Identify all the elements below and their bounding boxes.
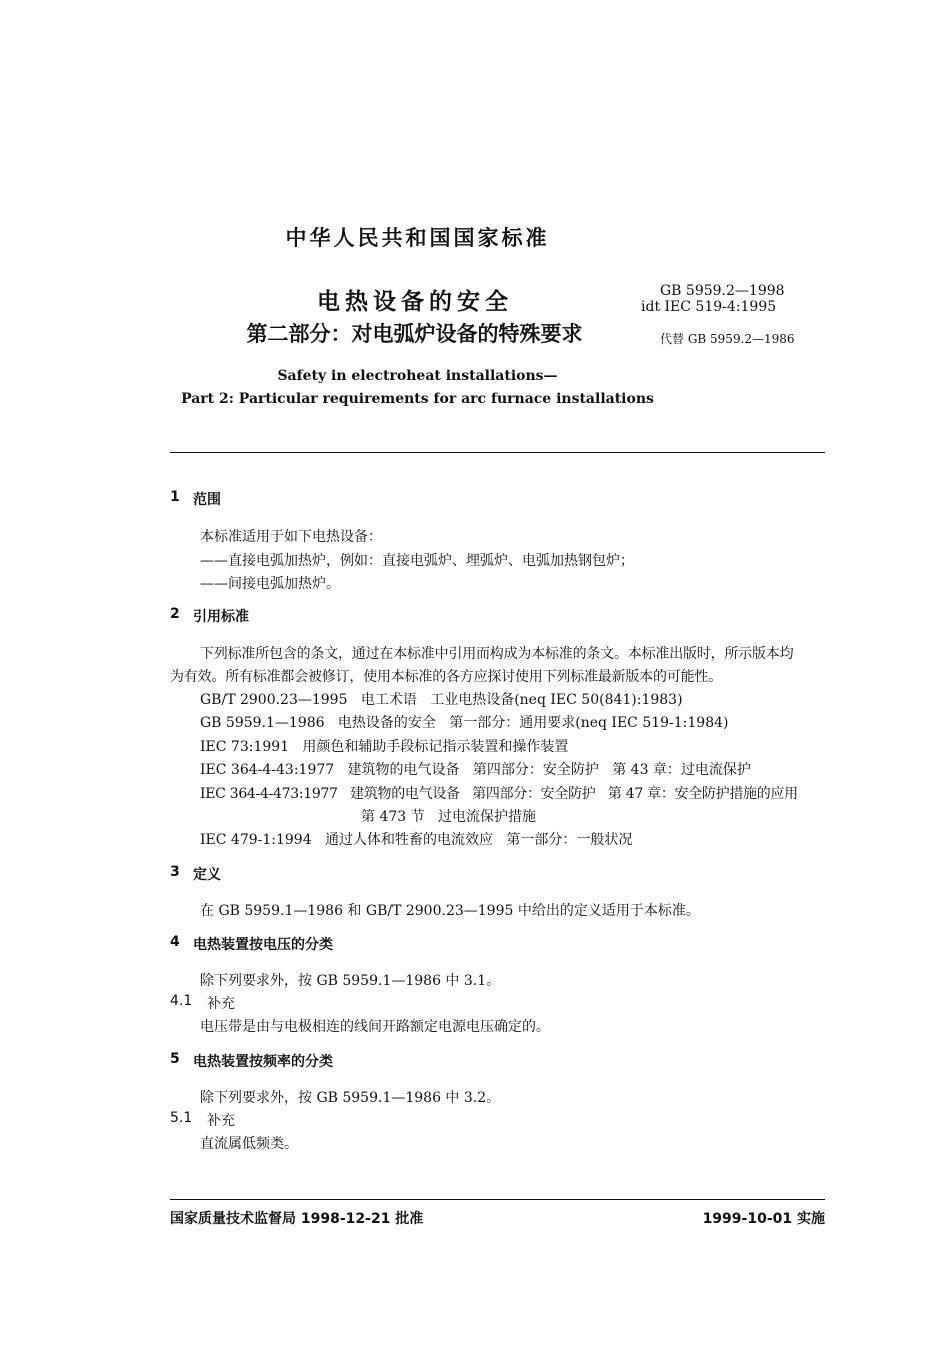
subsection-5-1-title: 补充 [207, 1113, 235, 1129]
section-3-text: 在 GB 5959.1—1986 和 GB/T 2900.23—1995 中给出的定义适用于本标准。 [200, 903, 700, 919]
section-5-number: 5 [170, 1051, 180, 1067]
section-2-paragraph-line: 为有效。所有标准都会被修订，使用本标准的各方应探讨使用下列标准最新版本的可能性。 [170, 669, 722, 685]
section-4-number: 4 [170, 934, 180, 950]
reference-item-continuation: 第 473 节 过电流保护措施 [361, 809, 536, 825]
section-1-line: ——直接电弧加热炉，例如：直接电弧炉、埋弧炉、电弧加热钢包炉； [200, 553, 634, 569]
section-5-title: 电热装置按频率的分类 [193, 1054, 333, 1070]
reference-item: IEC 73:1991 用颜色和辅助手段标记指示装置和操作装置 [200, 739, 569, 755]
subsection-4-1-number: 4.1 [170, 993, 193, 1009]
footer-divider [170, 1199, 825, 1200]
reference-item: GB/T 2900.23—1995 电工术语 工业电热设备(neq IEC 50(841):1983) [200, 692, 683, 708]
subsection-4-1-text: 电压带是由与电极相连的线间开路额定电源电压确定的。 [200, 1019, 550, 1035]
approval-note: 国家质量技术监督局 1998-12-21 批准 [170, 1211, 424, 1227]
subsection-5-1-text: 直流属低频类。 [200, 1136, 298, 1152]
header-divider [170, 452, 825, 453]
replaces-code: 代替 GB 5959.2—1986 [660, 332, 795, 346]
section-2-number: 2 [170, 606, 180, 622]
section-1-line: ——间接电弧加热炉。 [200, 576, 340, 592]
section-1-number: 1 [170, 489, 180, 505]
reference-item: IEC 479-1:1994 通过人体和牲畜的电流效应 第一部分：一般状况 [200, 832, 633, 848]
subsection-5-1-number: 5.1 [170, 1110, 193, 1126]
reference-item: GB 5959.1—1986 电热设备的安全 第一部分：通用要求(neq IEC 519-1:1984) [200, 715, 729, 731]
section-1-line: 本标准适用于如下电热设备： [200, 529, 382, 545]
section-1-title: 范围 [193, 492, 221, 508]
section-5-text: 除下列要求外，按 GB 5959.1—1986 中 3.2。 [200, 1090, 501, 1106]
section-3-number: 3 [170, 864, 180, 880]
title-line1: 电热设备的安全 [317, 289, 513, 315]
standard-code: GB 5959.2—1998 [660, 283, 785, 299]
section-4-title: 电热装置按电压的分类 [193, 937, 333, 953]
reference-item: IEC 364-4-43:1977 建筑物的电气设备 第四部分：安全防护 第 43 章：过电流保护 [200, 762, 751, 778]
section-2-paragraph-line: 下列标准所包含的条文，通过在本标准中引用而构成为本标准的条文。本标准出版时，所示版本均 [200, 646, 794, 662]
title-line2: 第二部分：对电弧炉设备的特殊要求 [246, 322, 583, 346]
reference-item: IEC 364-4-473:1977 建筑物的电气设备 第四部分：安全防护 第 47 章：安全防护措施的应用 [200, 786, 798, 802]
section-3-title: 定义 [193, 867, 221, 883]
idt-code: idt IEC 519-4:1995 [641, 299, 777, 315]
national-standard-heading: 中华人民共和国国家标准 [285, 226, 550, 250]
section-4-text: 除下列要求外，按 GB 5959.1—1986 中 3.1。 [200, 973, 501, 989]
english-title-line1: Safety in electroheat installations— [277, 368, 558, 384]
subsection-4-1-title: 补充 [207, 996, 235, 1012]
english-title-line2: Part 2: Particular requirements for arc furnace installations [181, 391, 654, 407]
implementation-date: 1999-10-01 实施 [702, 1211, 825, 1227]
section-2-title: 引用标准 [193, 609, 249, 625]
